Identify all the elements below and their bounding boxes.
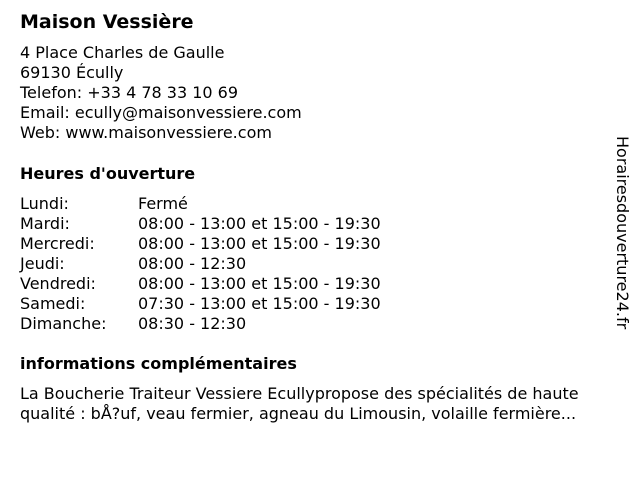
info-description [20, 384, 630, 424]
day-label: Jeudi: [20, 254, 65, 273]
hours-row-tuesday [20, 214, 381, 234]
day-hours: 08:00 - 13:00 et 15:00 - 19:30 [138, 214, 381, 233]
address-city: 69130 Écully [20, 63, 124, 82]
day-hours: 08:00 - 13:00 et 15:00 - 19:30 [138, 274, 381, 293]
phone-line: Telefon: +33 4 78 33 10 69 [20, 83, 239, 102]
contact-block [20, 43, 302, 143]
day-label: Lundi: [20, 194, 69, 213]
web-line: Web: www.maisonvessiere.com [20, 123, 272, 142]
address-street: 4 Place Charles de Gaulle [20, 43, 225, 62]
info-line-1: La Boucherie Traiteur Vessiere Ecullypropose des spécialités de haute [20, 384, 579, 403]
info-line-2: qualité : bÅ?uf, veau fermier, agneau du Limousin, volaille fermière... [20, 404, 577, 423]
day-hours: 08:30 - 12:30 [138, 314, 247, 333]
day-label: Mardi: [20, 214, 70, 233]
day-hours: 07:30 - 13:00 et 15:00 - 19:30 [138, 294, 381, 313]
day-label: Mercredi: [20, 234, 95, 253]
hours-row-wednesday [20, 234, 381, 254]
hours-row-sunday [20, 314, 381, 334]
hours-row-monday [20, 194, 381, 214]
email-line: Email: ecully@maisonvessiere.com [20, 103, 302, 122]
business-name: Maison Vessière [20, 11, 194, 33]
site-watermark: Horairesdouverture24.fr [613, 136, 632, 330]
hours-table [20, 194, 381, 334]
day-label: Dimanche: [20, 314, 107, 333]
hours-row-saturday [20, 294, 381, 314]
day-hours: 08:00 - 13:00 et 15:00 - 19:30 [138, 234, 381, 253]
day-label: Samedi: [20, 294, 86, 313]
hours-row-thursday [20, 254, 381, 274]
info-heading: informations complémentaires [20, 354, 297, 373]
day-label: Vendredi: [20, 274, 96, 293]
day-hours: 08:00 - 12:30 [138, 254, 247, 273]
hours-row-friday [20, 274, 381, 294]
day-hours: Fermé [138, 194, 188, 213]
hours-heading: Heures d'ouverture [20, 164, 196, 183]
